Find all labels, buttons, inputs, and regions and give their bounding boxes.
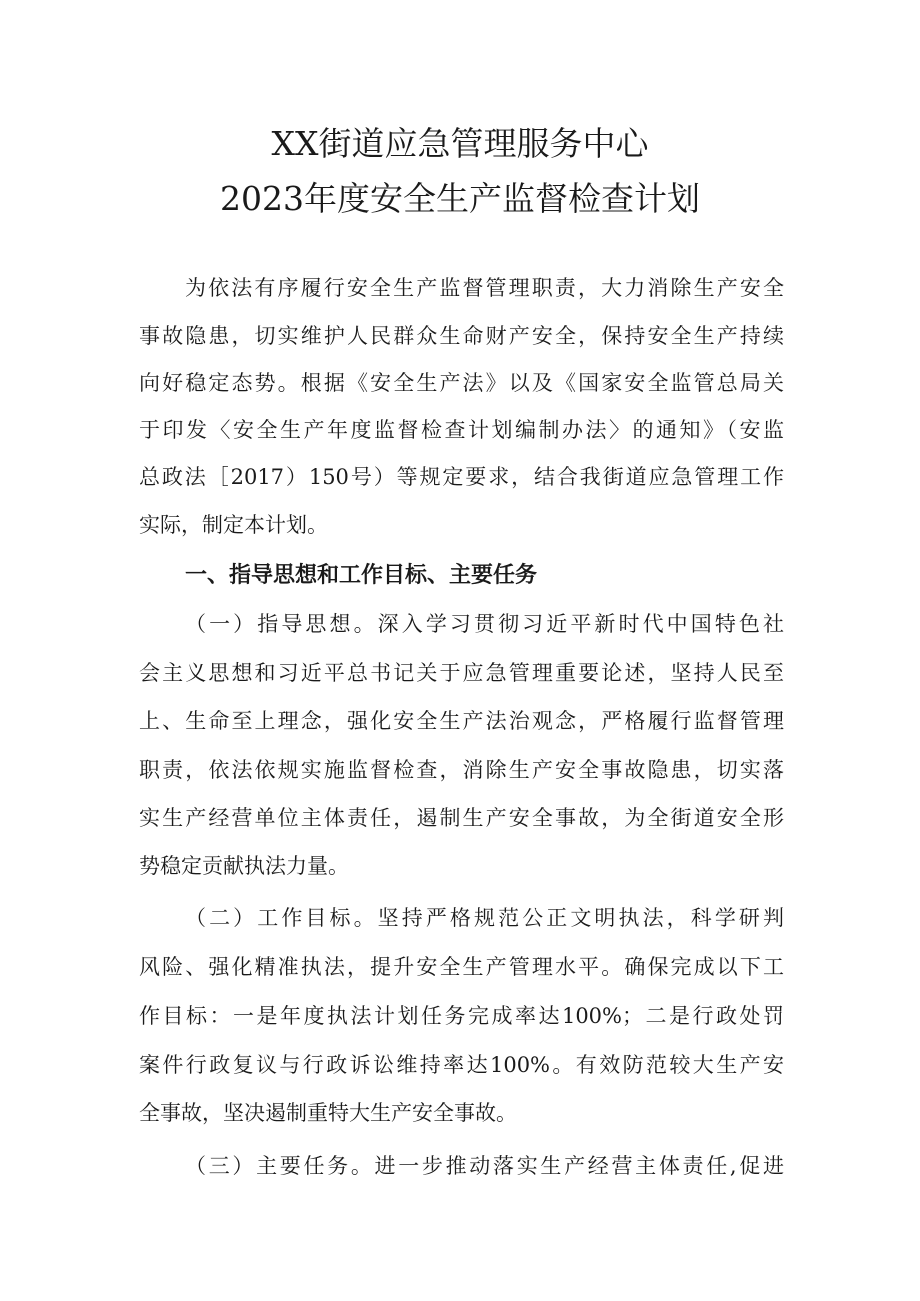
intro-line: 于印发〈安全生产年度监督检查计划编制办法〉的通知》（安监: [139, 418, 784, 442]
goals-line: 风险、强化精准执法，提升安全生产管理水平。确保完成以下工: [139, 955, 784, 979]
guiding-line: 实生产经营单位主体责任，遏制生产安全事故，为全街道安全形: [139, 806, 784, 830]
guiding-line: 势稳定贡献执法力量。: [139, 854, 349, 878]
guiding-line: （一）指导思想。深入学习贯彻习近平新时代中国特色社: [185, 612, 784, 636]
document-title-line-2: 2023年度安全生产监督检查计划: [220, 179, 700, 218]
goals-line: 全事故，坚决遏制重特大生产安全事故。: [139, 1101, 517, 1125]
intro-line: 事故隐患，切实维护人民群众生命财产安全，保持安全生产持续: [139, 324, 784, 348]
tasks-line: （三）主要任务。进一步推动落实生产经营主体责任,促进: [185, 1154, 784, 1178]
intro-line: 实际，制定本计划。: [139, 513, 328, 537]
section-heading: 一、指导思想和工作目标、主要任务: [185, 563, 538, 588]
intro-line: 总政法［2017）150号）等规定要求，结合我街道应急管理工作: [139, 465, 784, 489]
intro-line: 为依法有序履行安全生产监督管理职责，大力消除生产安全: [185, 276, 784, 300]
goals-line: 作目标：一是年度执法计划任务完成率达100%；二是行政处罚: [139, 1004, 784, 1028]
intro-line: 向好稳定态势。根据《安全生产法》以及《国家安全监管总局关: [139, 371, 784, 395]
goals-line: 案件行政复议与行政诉讼维持率达100%。有效防范较大生产安: [139, 1053, 784, 1077]
goals-line: （二）工作目标。坚持严格规范公正文明执法，科学研判: [185, 906, 784, 930]
guiding-line: 会主义思想和习近平总书记关于应急管理重要论述，坚持人民至: [139, 661, 784, 685]
guiding-line: 上、生命至上理念，强化安全生产法治观念，严格履行监督管理: [139, 709, 784, 733]
document-title-line-1: XX街道应急管理服务中心: [271, 124, 649, 163]
guiding-line: 职责，依法依规实施监督检查，消除生产安全事故隐患，切实落: [139, 758, 784, 782]
